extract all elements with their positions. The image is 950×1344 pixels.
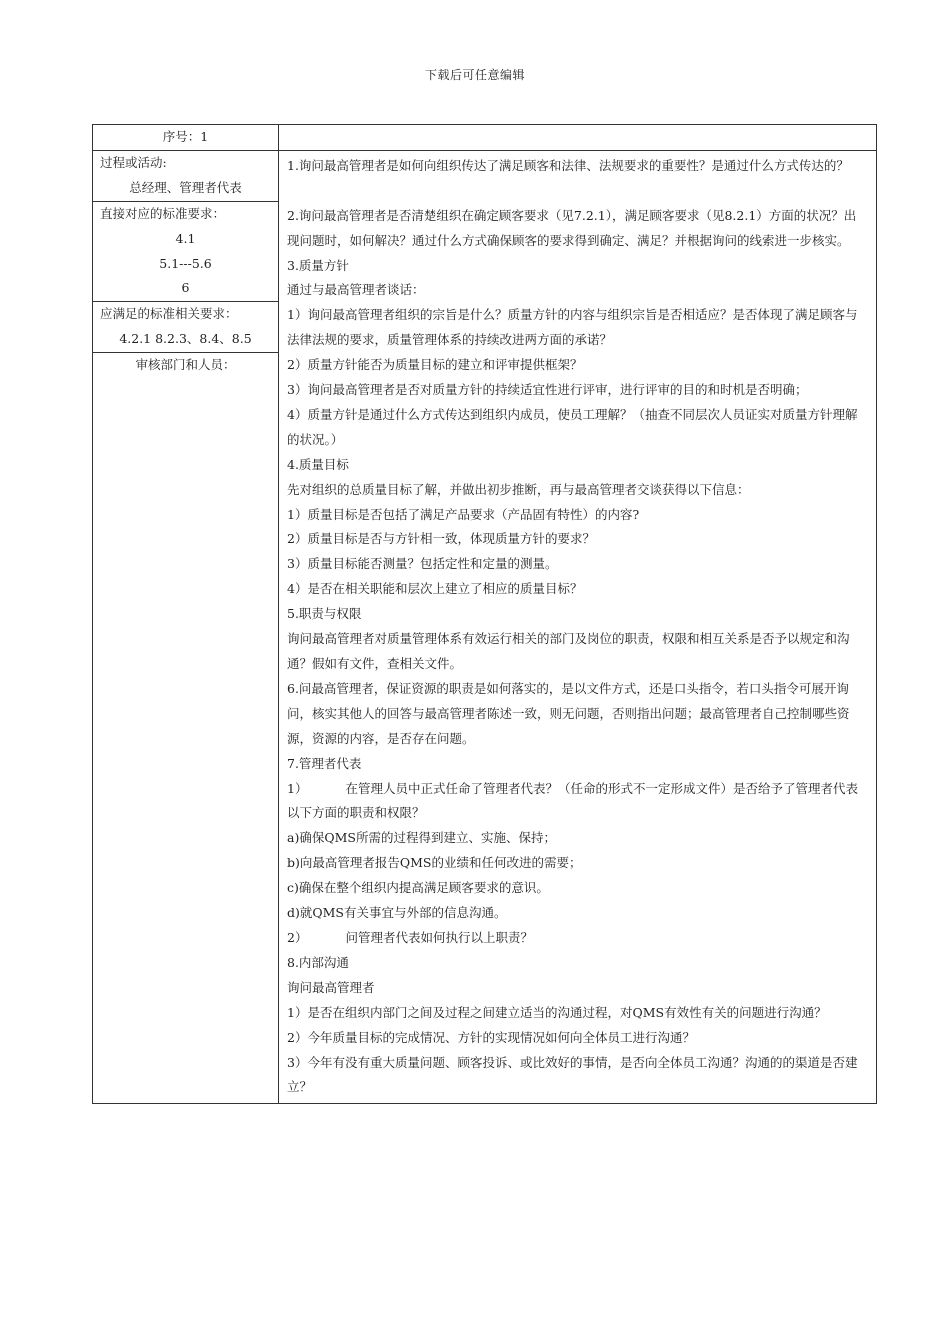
direct-standard-section — [93, 202, 278, 303]
process-label: 过程或活动: — [100, 154, 167, 170]
section-title-responsibility: 5.职责与权限 — [287, 606, 362, 622]
item-number: 1） — [287, 780, 308, 796]
serial-number-blank-cell — [279, 125, 877, 151]
content-item-2: 2.询问最高管理者是否清楚组织在确定顾客要求（见7.2.1），满足顾客要求（见8.2.1）方面的状况？出现问题时，如何解决？通过什么方式确保顾客的要求得到确定、满足？并根据询问的线索进一步核实。 — [287, 207, 857, 248]
audit-department-label: 审核部门和人员： — [135, 357, 236, 373]
audit-checklist-table — [92, 124, 877, 1104]
table-row-main — [93, 150, 877, 1103]
serial-number-label: 序号：1 — [162, 129, 209, 144]
content-item-6: 6.问最高管理者，保证资源的职责是如何落实的，是以文件方式，还是口头指令，若口头指令可展开询问，核实其他人的回答与最高管理者陈述一致，则无问题，否则指出问题；最高管理者自己控制哪些资源，资源的内容，是否存在问题。 — [287, 680, 850, 746]
content-item: 2）质量方针能否为质量目标的建立和评审提供框架？ — [287, 357, 583, 373]
header-note: 下载后可任意编辑 — [424, 68, 525, 82]
content-item: 4）质量方针是通过什么方式传达到组织内成员，使员工理解？（抽查不同层次人员证实对质量方针理解的状况。） — [287, 406, 858, 447]
related-standard-value: 4.2.1 8.2.3、8.4、8.5 — [119, 331, 252, 347]
content-item: 询问最高管理者对质量管理体系有效运行相关的部门及岗位的职责，权限和相互关系是否予以规定和沟通？假如有文件，查相关文件。 — [287, 631, 850, 672]
content-item — [287, 777, 868, 827]
content-item: 4）是否在相关职能和层次上建立了相应的质量目标？ — [287, 581, 583, 597]
section-title-quality-objectives: 4.质量目标 — [287, 456, 349, 472]
content-item: 1）询问最高管理者组织的宗旨是什么？质量方针的内容与组织宗旨是否相适应？是否体现了满足顾客与法律法规的要求，质量管理体系的持续改进两方面的承诺？ — [287, 307, 858, 348]
section-intro: 通过与最高管理者谈话： — [287, 282, 425, 298]
content-item: 3）询问最高管理者是否对质量方针的持续适宜性进行评审，进行评审的目的和时机是否明确； — [287, 382, 808, 398]
content-item: d)就QMS有关事宜与外部的信息沟通。 — [287, 905, 507, 921]
direct-standard-label: 直接对应的标准要求： — [100, 205, 226, 221]
content-item: b)向最高管理者报告QMS的业绩和任何改进的需要； — [287, 855, 582, 871]
content-item-1: 1.询问最高管理者是如何向组织传达了满足顾客和法律、法规要求的重要性？是通过什么方式传达的？ — [287, 157, 849, 173]
content-item: 3）今年有没有重大质量问题、顾客投诉、或比效好的事情，是否向全体员工沟通？沟通的的渠道是否建立？ — [287, 1054, 858, 1095]
content-item: 1）是否在组织内部门之间及过程之间建立适当的沟通过程，对QMS有效性有关的问题进行沟通？ — [287, 1004, 827, 1020]
section-intro: 询问最高管理者 — [287, 979, 375, 995]
serial-number-cell — [93, 125, 279, 151]
section-intro: 先对组织的总质量目标了解，并做出初步推断，再与最高管理者交谈获得以下信息： — [287, 481, 750, 497]
process-value: 总经理、管理者代表 — [129, 179, 242, 195]
item-text: 问管理者代表如何执行以上职责？ — [345, 929, 533, 945]
related-standard-label: 应满足的标准相关要求： — [100, 306, 238, 322]
related-standard-section — [93, 302, 278, 353]
section-title-internal-communication: 8.内部沟通 — [287, 954, 349, 970]
item-number: 2） — [287, 929, 308, 945]
left-info-column — [93, 150, 279, 1103]
section-title-management-rep: 7.管理者代表 — [287, 755, 362, 771]
direct-standard-value: 6 — [181, 280, 190, 296]
content-item: c)确保在整个组织内提高满足顾客要求的意识。 — [287, 880, 549, 896]
content-item: 2）质量目标是否与方针相一致，体现质量方针的要求？ — [287, 531, 595, 547]
audit-department-section — [93, 353, 278, 378]
table-row-serial — [93, 125, 877, 151]
content-item: a)确保QMS所需的过程得到建立、实施、保持； — [287, 830, 556, 846]
content-item — [287, 926, 868, 951]
audit-content-column — [279, 150, 877, 1103]
content-item: 2）今年质量目标的完成情况、方针的实现情况如何向全体员工进行沟通？ — [287, 1029, 695, 1045]
direct-standard-value: 4.1 — [175, 230, 196, 246]
section-title-quality-policy: 3.质量方针 — [287, 257, 349, 273]
direct-standard-value: 5.1---5.6 — [159, 255, 212, 271]
content-item: 1）质量目标是否包括了满足产品要求（产品固有特性）的内容? — [287, 506, 640, 522]
content-item: 3）质量目标能否测量？包括定性和定量的测量。 — [287, 556, 558, 572]
item-text: 在管理人员中正式任命了管理者代表？（任命的形式不一定形成文件）是否给予了管理者代表以下方面的职责和权限？ — [287, 780, 858, 821]
process-section — [93, 151, 278, 202]
